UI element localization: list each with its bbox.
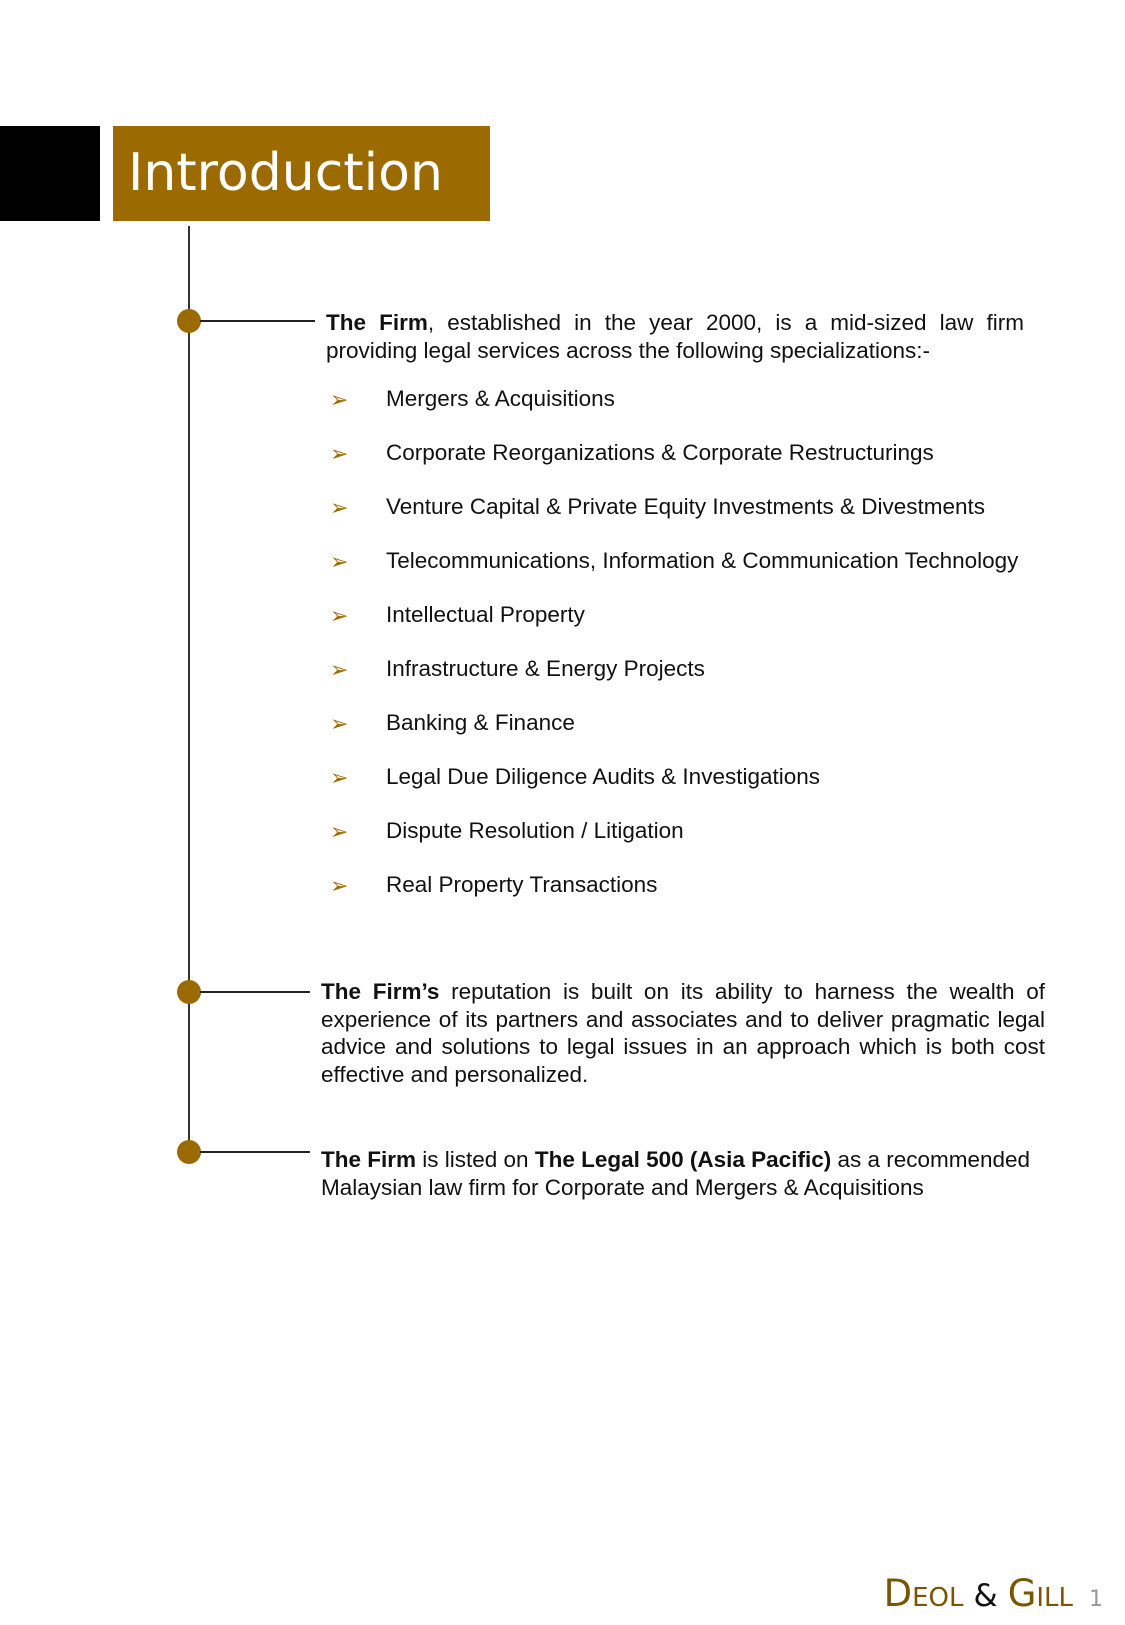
footer-brand <box>884 1572 1103 1615</box>
listing-mid-text: is listed on <box>416 1147 535 1172</box>
firm-possessive-bold: The Firm’s <box>321 979 440 1004</box>
timeline-dot-3 <box>177 1140 201 1164</box>
timeline-connector-3 <box>200 1151 310 1153</box>
specialization-label: Dispute Resolution / Litigation <box>386 818 684 843</box>
timeline-line <box>188 226 190 1156</box>
specialization-label: Infrastructure & Energy Projects <box>386 656 705 681</box>
specialization-label: Corporate Reorganizations & Corporate Restructurings <box>386 440 934 465</box>
listing-firm-bold: The Firm <box>321 1147 417 1172</box>
specialization-label: Banking & Finance <box>386 710 575 735</box>
arrow-bullet-icon: ➢ <box>330 711 349 736</box>
timeline-connector-1 <box>200 320 315 322</box>
arrow-bullet-icon: ➢ <box>330 387 349 412</box>
specialization-label: Real Property Transactions <box>386 872 658 897</box>
reputation-text: reputation is built on its ability to harness the wealth of experience of its partners and associates and to deliver pragmatic legal advice and solutions to legal issues in an approach which is both cost effective and personalized. <box>321 979 1045 1087</box>
page-title: Introduction <box>113 126 490 221</box>
specialization-label: Venture Capital & Private Equity Investments & Divestments <box>386 494 986 519</box>
arrow-bullet-icon: ➢ <box>330 495 349 520</box>
intro-text: , established in the year 2000, is a mid-sized law firm providing legal services across the following specializations:- <box>326 310 1024 363</box>
timeline-connector-2 <box>200 991 310 993</box>
intro-paragraph <box>326 309 1024 364</box>
specialization-label: Telecommunications, Information & Communication Technology <box>386 548 1019 573</box>
arrow-bullet-icon: ➢ <box>330 657 349 682</box>
specialization-label: Intellectual Property <box>386 602 585 627</box>
arrow-bullet-icon: ➢ <box>330 549 349 574</box>
arrow-bullet-icon: ➢ <box>330 441 349 466</box>
arrow-bullet-icon: ➢ <box>330 603 349 628</box>
brand-ampersand: & <box>973 1578 998 1614</box>
firm-name-bold: The Firm <box>326 310 428 335</box>
arrow-bullet-icon: ➢ <box>330 819 349 844</box>
listing-text: as a recommended Malaysian law firm for Corporate and Mergers & Acquisitions <box>321 1147 1031 1200</box>
page-number: 1 <box>1089 1587 1103 1612</box>
header-black-block <box>0 126 100 221</box>
arrow-bullet-icon: ➢ <box>330 873 349 898</box>
brand-g: G <box>1007 1572 1037 1615</box>
brand-ill: ILL <box>1036 1583 1073 1613</box>
reputation-paragraph <box>321 978 1045 1088</box>
timeline-dot-2 <box>177 980 201 1004</box>
timeline-dot-1 <box>177 309 201 333</box>
specialization-label: Mergers & Acquisitions <box>386 386 615 411</box>
arrow-bullet-icon: ➢ <box>330 765 349 790</box>
specialization-label: Legal Due Diligence Audits & Investigations <box>386 764 821 789</box>
listing-paragraph <box>321 1146 1045 1201</box>
legal-500-bold: The Legal 500 (Asia Pacific) <box>534 1147 832 1172</box>
brand-d: D <box>883 1572 913 1615</box>
brand-eol: EOL <box>912 1583 964 1613</box>
